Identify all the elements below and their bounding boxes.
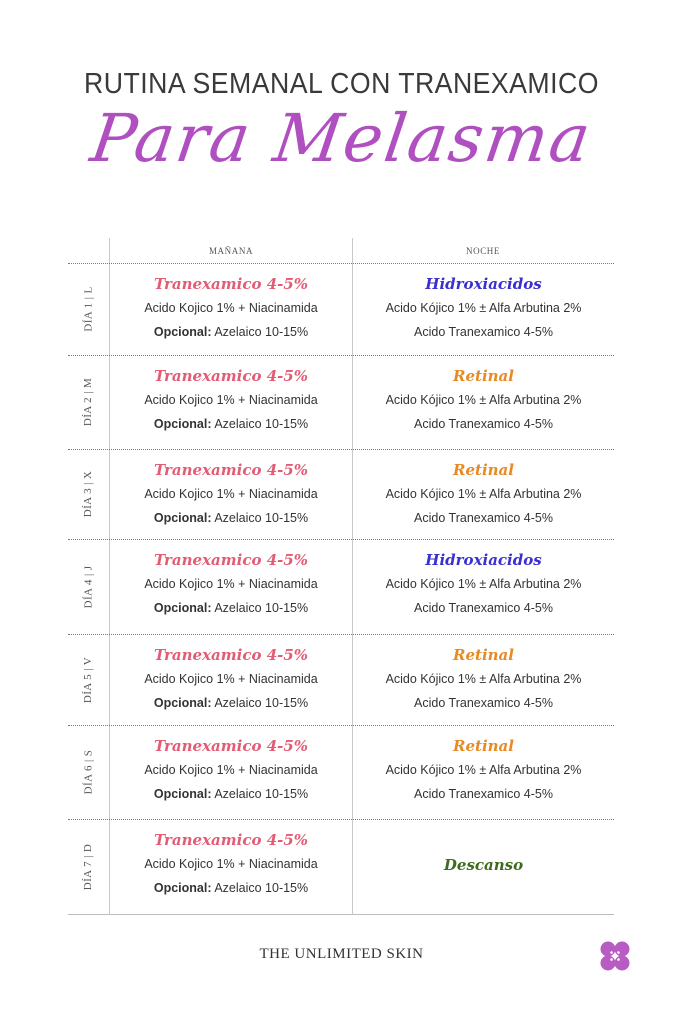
table-row <box>68 634 614 725</box>
morning-cell <box>110 449 352 530</box>
night-title: Hidroxiacidos <box>425 275 542 293</box>
header-night: NOCHE <box>466 245 500 256</box>
morning-line: Acido Kojico 1% + Niacinamida <box>144 393 318 407</box>
morning-optional <box>110 876 352 900</box>
night-cell <box>353 819 614 877</box>
optional-value: Azelaico 10-15% <box>211 787 309 801</box>
optional-value: Azelaico 10-15% <box>211 417 309 431</box>
optional-label: Opcional: <box>153 787 212 801</box>
morning-cell <box>110 634 352 715</box>
four-petal-flower-icon <box>597 938 633 974</box>
day-label <box>68 725 109 819</box>
night-title: Retinal <box>453 461 514 479</box>
night-cell <box>353 725 614 806</box>
morning-title: Tranexamico 4-5% <box>153 646 309 664</box>
morning-line: Acido Kojico 1% + Niacinamida <box>144 577 318 591</box>
night-line: Acido Kójico 1% ± Alfa Arbutina 2% <box>385 487 582 501</box>
night-line: Acido Kójico 1% ± Alfa Arbutina 2% <box>385 393 582 407</box>
day-label-text: DÍA 5 | V <box>82 656 95 703</box>
morning-optional <box>110 691 352 715</box>
row-divider <box>68 539 614 540</box>
morning-line: Acido Kojico 1% + Niacinamida <box>144 763 318 777</box>
night-title: Descanso <box>443 856 524 874</box>
morning-title: Tranexamico 4-5% <box>153 831 309 849</box>
night-cell <box>353 355 614 436</box>
optional-label: Opcional: <box>153 881 212 895</box>
night-cell <box>353 539 614 620</box>
morning-cell <box>110 819 352 900</box>
night-cell <box>353 449 614 530</box>
routine-table <box>68 238 614 914</box>
day-label-text: DÍA 6 | S <box>82 749 95 795</box>
table-row <box>68 539 614 634</box>
optional-label: Opcional: <box>153 325 212 339</box>
table-row <box>68 263 614 355</box>
header-morning: MAÑANA <box>208 245 254 256</box>
row-divider <box>68 355 614 356</box>
table-row <box>68 819 614 914</box>
page-title: RUTINA SEMANAL CON TRANEXAMICO <box>84 68 599 100</box>
morning-cell <box>110 725 352 806</box>
morning-optional <box>110 782 352 806</box>
morning-optional <box>110 320 352 344</box>
night-title: Hidroxiacidos <box>425 551 542 569</box>
page-subtitle: Para Melasma <box>86 100 597 177</box>
day-label <box>68 449 109 539</box>
optional-label: Opcional: <box>153 417 212 431</box>
morning-optional <box>110 596 352 620</box>
table-row <box>68 725 614 819</box>
day-label <box>68 819 109 914</box>
night-line: Acido Tranexamico 4-5% <box>414 787 553 801</box>
morning-optional <box>110 506 352 530</box>
morning-cell <box>110 539 352 620</box>
morning-title: Tranexamico 4-5% <box>153 275 309 293</box>
table-row <box>68 355 614 449</box>
morning-line: Acido Kojico 1% + Niacinamida <box>144 301 318 315</box>
day-label <box>68 263 109 355</box>
day-label <box>68 355 109 449</box>
optional-value: Azelaico 10-15% <box>211 881 309 895</box>
night-title: Retinal <box>453 367 514 385</box>
night-line: Acido Kójico 1% ± Alfa Arbutina 2% <box>385 301 582 315</box>
optional-label: Opcional: <box>153 511 212 525</box>
optional-label: Opcional: <box>153 601 212 615</box>
day-label-text: DÍA 1 | L <box>82 286 95 332</box>
night-line: Acido Tranexamico 4-5% <box>414 325 553 339</box>
night-line: Acido Kójico 1% ± Alfa Arbutina 2% <box>385 672 582 686</box>
night-line: Acido Tranexamico 4-5% <box>414 696 553 710</box>
morning-cell <box>110 263 352 344</box>
optional-value: Azelaico 10-15% <box>211 601 309 615</box>
optional-value: Azelaico 10-15% <box>211 696 309 710</box>
morning-title: Tranexamico 4-5% <box>153 461 309 479</box>
day-label-text: DÍA 7 | D <box>82 843 95 890</box>
night-title: Retinal <box>453 646 514 664</box>
day-label-text: DÍA 4 | J <box>82 565 95 608</box>
row-divider <box>68 914 614 915</box>
morning-optional <box>110 412 352 436</box>
day-label <box>68 539 109 634</box>
row-divider <box>68 449 614 450</box>
morning-line: Acido Kojico 1% + Niacinamida <box>144 672 318 686</box>
night-line: Acido Kójico 1% ± Alfa Arbutina 2% <box>385 577 582 591</box>
day-label-text: DÍA 3 | X <box>82 470 95 518</box>
night-cell <box>353 634 614 715</box>
morning-line: Acido Kojico 1% + Niacinamida <box>144 857 318 871</box>
day-label <box>68 634 109 725</box>
night-line: Acido Tranexamico 4-5% <box>414 601 553 615</box>
night-title: Retinal <box>453 737 514 755</box>
morning-cell <box>110 355 352 436</box>
morning-title: Tranexamico 4-5% <box>153 737 309 755</box>
brand-footer: THE UNLIMITED SKIN <box>259 946 424 962</box>
optional-value: Azelaico 10-15% <box>211 511 309 525</box>
row-divider <box>68 725 614 726</box>
day-label-text: DÍA 2 | M <box>82 377 95 427</box>
night-line: Acido Tranexamico 4-5% <box>414 417 553 431</box>
night-line: Acido Kójico 1% ± Alfa Arbutina 2% <box>385 763 582 777</box>
optional-value: Azelaico 10-15% <box>211 325 309 339</box>
row-divider <box>68 634 614 635</box>
morning-line: Acido Kojico 1% + Niacinamida <box>144 487 318 501</box>
optional-label: Opcional: <box>153 696 212 710</box>
morning-title: Tranexamico 4-5% <box>153 551 309 569</box>
table-row <box>68 449 614 539</box>
morning-title: Tranexamico 4-5% <box>153 367 309 385</box>
night-line: Acido Tranexamico 4-5% <box>414 511 553 525</box>
row-divider <box>68 819 614 820</box>
night-cell <box>353 263 614 344</box>
